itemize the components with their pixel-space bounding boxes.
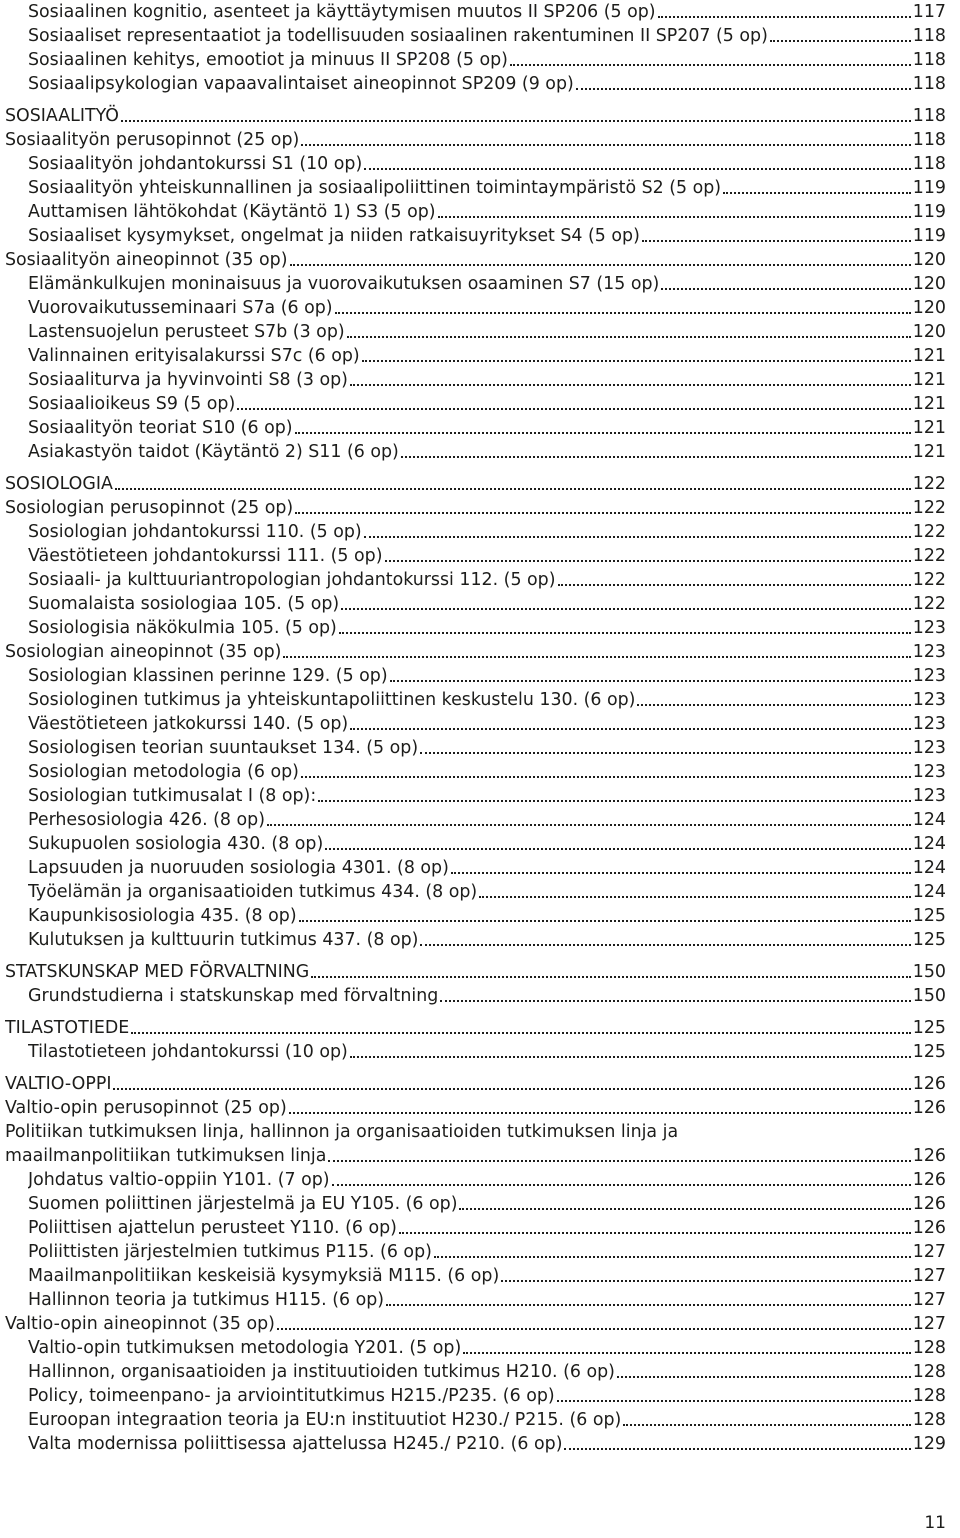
toc-entry[interactable] [5,128,946,152]
toc-entry-page: 127 [912,1242,946,1262]
toc-entry-page: 122 [912,594,946,614]
dot-leader [289,1112,911,1114]
toc-entry[interactable] [5,272,946,296]
dot-leader [564,1448,910,1450]
dot-leader [350,728,911,730]
toc-entry-title: Väestötieteen jatkokurssi 140. (5 op) [28,714,349,734]
toc-entry-title: Sosiaalioikeus S9 (5 op) [28,394,236,414]
toc-entry-page: 128 [912,1338,946,1358]
toc-entry-title: Työelämän ja organisaatioiden tutkimus 434. (8 op) [28,882,478,902]
toc-entry[interactable] [5,176,946,200]
toc-entry-page: 123 [912,618,946,638]
toc-entry-title: Poliittisen ajattelun perusteet Y110. (6 op) [28,1218,397,1238]
toc-entry-title: Sosiologian tutkimusalat I (8 op): [28,786,317,806]
toc-entry-page: 125 [912,1018,946,1038]
dot-leader [318,800,911,802]
toc-entry-title: Valinnainen erityisalakurssi S7c (6 op) [28,346,360,366]
dot-leader [637,704,910,706]
toc-entry-page: 118 [912,74,946,94]
toc-entry-page: 128 [912,1386,946,1406]
toc-entry-page: 119 [912,226,946,246]
toc-entry-title: Vuorovaikutusseminaari S7a (6 op) [28,298,333,318]
toc-entry-title: Sosiologisia näkökulmia 105. (5 op) [28,618,337,638]
toc-entry-page: 119 [912,202,946,222]
dot-leader [350,1056,911,1058]
toc-entry-title: Asiakastyön taidot (Käytäntö 2) S11 (6 op) [28,442,399,462]
dot-leader [113,1088,910,1090]
toc-entry-title: Kulutuksen ja kulttuurin tutkimus 437. (8 op) [28,930,419,950]
toc-entry-title: Valtio-opin tutkimuksen metodologia Y201. (5 op) [28,1338,462,1358]
toc-entry[interactable] [5,48,946,72]
dot-leader [420,944,910,946]
toc-entry-title: Sosiaaliset kysymykset, ongelmat ja niiden ratkaisuyritykset S4 (5 op) [28,226,640,246]
toc-entry-page: 126 [912,1074,946,1094]
dot-leader [332,1184,911,1186]
dot-leader [301,776,911,778]
toc-entry-title: Sosiologian aineopinnot (35 op) [5,642,282,662]
toc-entry-title: Suomen poliittinen järjestelmä ja EU Y105. (6 op) [28,1194,458,1214]
dot-leader [339,632,911,634]
dot-leader [325,848,911,850]
toc-entry-page: 122 [912,546,946,566]
toc-entry-page: 118 [912,26,946,46]
dot-leader [440,1000,911,1002]
toc-entry[interactable] [5,1120,946,1168]
toc-entry-title: SOSIAALITYÖ [5,106,119,126]
toc-entry[interactable] [5,784,946,808]
toc-entry[interactable] [5,1408,946,1432]
dot-leader [290,264,911,266]
toc-entry[interactable] [5,1040,946,1064]
toc-entry-title: Sosiologisen teorian suuntaukset 134. (5 op) [28,738,419,758]
toc-entry[interactable] [5,616,946,640]
dot-leader [364,168,911,170]
toc-entry-title: Väestötieteen johdantokurssi 111. (5 op) [28,546,383,566]
dot-leader [451,872,911,874]
toc-entry[interactable] [5,832,946,856]
toc-entry-page: 117 [912,2,946,22]
toc-entry-title: Hallinnon teoria ja tutkimus H115. (6 op) [28,1290,385,1310]
dot-leader [557,1400,911,1402]
dot-leader [283,656,910,658]
toc-entry-title: Sosiologian perusopinnot (25 op) [5,498,294,518]
toc-entry-title: Suomalaista sosiologiaa 105. (5 op) [28,594,340,614]
toc-entry-page: 126 [912,1146,946,1166]
dot-leader [459,1208,910,1210]
toc-entry-page: 122 [912,498,946,518]
toc-entry-title: Valta modernissa poliittisessa ajattelussa H245./ P210. (6 op) [28,1434,563,1454]
toc-entry[interactable] [5,320,946,344]
toc-entry-title: Johdatus valtio-oppiin Y101. (7 op) [28,1170,330,1190]
toc-entry-title: Sosiaaliset representaatiot ja todellisuuden sosiaalinen rakentuminen II SP207 (5 op) [28,26,768,46]
dot-leader [501,1280,911,1282]
toc-entry[interactable] [5,368,946,392]
toc-entry[interactable] [5,1240,946,1264]
dot-leader [401,456,911,458]
dot-leader [350,384,911,386]
toc-entry[interactable] [5,224,946,248]
dot-leader [301,144,911,146]
toc-entry-page: 128 [912,1410,946,1430]
toc-entry-title: Tilastotieteen johdantokurssi (10 op) [28,1042,348,1062]
toc-entry[interactable] [5,688,946,712]
dot-leader [311,976,911,978]
toc-entry-title-continued: maailmanpolitiikan tutkimuksen linja [5,1146,327,1166]
toc-entry-page: 128 [912,1362,946,1382]
toc-entry-title: Sosiologian metodologia (6 op) [28,762,299,782]
toc-entry[interactable] [5,1096,946,1120]
dot-leader [295,432,911,434]
dot-leader [386,1304,911,1306]
dot-leader [341,608,911,610]
dot-leader [295,512,911,514]
dot-leader [438,216,911,218]
toc-entry-page: 121 [912,370,946,390]
toc-entry-title: Sukupuolen sosiologia 430. (8 op) [28,834,324,854]
dot-leader [642,240,911,242]
toc-entry-page: 122 [912,522,946,542]
dot-leader [770,40,911,42]
toc-entry-title: Lapsuuden ja nuoruuden sosiologia 4301. (8 op) [28,858,449,878]
toc-entry-page: 126 [912,1218,946,1238]
toc-entry-page: 121 [912,442,946,462]
toc-entry[interactable] [5,392,946,416]
toc-entry-page: 126 [912,1170,946,1190]
toc-entry[interactable] [5,296,946,320]
dot-leader [723,192,911,194]
toc-entry-title: VALTIO-OPPI [5,1074,112,1094]
dot-leader [510,64,911,66]
toc-entry-title: Policy, toimeenpano- ja arviointitutkimus H215./P235. (6 op) [28,1386,555,1406]
toc-entry[interactable] [5,568,946,592]
dot-leader [390,680,911,682]
toc-entry[interactable] [5,640,946,664]
dot-leader [299,920,911,922]
toc-entry-title: Valtio-opin perusopinnot (25 op) [5,1098,287,1118]
toc-entry[interactable] [5,1336,946,1360]
dot-leader [277,1328,911,1330]
toc-entry[interactable] [5,1264,946,1288]
toc-entry[interactable] [5,1072,946,1096]
toc-entry[interactable] [5,248,946,272]
toc-entry-page: 120 [912,322,946,342]
toc-entry-page: 123 [912,642,946,662]
toc-entry-page: 125 [912,1042,946,1062]
toc-entry-page: 118 [912,106,946,126]
dot-leader [420,752,911,754]
dot-leader [434,1256,911,1258]
toc-entry-title: Sosiaalityön aineopinnot (35 op) [5,250,288,270]
toc-entry[interactable] [5,1312,946,1336]
dot-leader [362,360,911,362]
toc-entry-title: Valtio-opin aineopinnot (35 op) [5,1314,275,1334]
dot-leader [115,488,911,490]
toc-entry[interactable] [5,544,946,568]
toc-entry-page: 150 [912,962,946,982]
dot-leader [623,1424,910,1426]
toc-entry[interactable] [5,496,946,520]
toc-entry-page: 124 [912,834,946,854]
toc-entry[interactable] [5,1168,946,1192]
dot-leader [131,1032,911,1034]
toc-entry[interactable] [5,72,946,96]
toc-entry-title: Sosiaalinen kehitys, emootiot ja minuus II SP208 (5 op) [28,50,508,70]
toc-entry-title: Auttamisen lähtökohdat (Käytäntö 1) S3 (5 op) [28,202,436,222]
toc-entry[interactable] [5,736,946,760]
toc-entry-page: 123 [912,738,946,758]
toc-entry-title: Euroopan integraation teoria ja EU:n instituutiot H230./ P215. (6 op) [28,1410,622,1430]
toc-entry[interactable] [5,664,946,688]
toc-entry[interactable] [5,1216,946,1240]
toc-entry-page: 121 [912,418,946,438]
toc-entry[interactable] [5,760,946,784]
toc-entry-page: 129 [912,1434,946,1454]
dot-leader [364,536,911,538]
toc-entry-page: 121 [912,346,946,366]
dot-leader [463,1352,911,1354]
toc-entry[interactable] [5,960,946,984]
toc-entry-title: Sosiaalityön johdantokurssi S1 (10 op) [28,154,363,174]
toc-entry-title: Lastensuojelun perusteet S7b (3 op) [28,322,345,342]
toc-entry[interactable] [5,592,946,616]
toc-entry-page: 122 [912,474,946,494]
dot-leader [347,336,911,338]
table-of-contents [5,0,946,1456]
dot-leader [576,88,911,90]
toc-entry-title: STATSKUNSKAP MED FÖRVALTNING [5,962,310,982]
toc-entry-page: 120 [912,274,946,294]
toc-entry[interactable] [5,200,946,224]
toc-entry-page: 120 [912,250,946,270]
toc-entry-page: 122 [912,570,946,590]
toc-entry-page: 127 [912,1290,946,1310]
dot-leader [385,560,911,562]
toc-entry[interactable] [5,416,946,440]
toc-entry-page: 126 [912,1194,946,1214]
toc-entry[interactable] [5,712,946,736]
toc-entry-page: 150 [912,986,946,1006]
toc-entry-page: 123 [912,786,946,806]
toc-entry-page: 125 [912,930,946,950]
toc-entry-page: 124 [912,810,946,830]
toc-entry[interactable] [5,904,946,928]
toc-entry[interactable] [5,0,946,24]
toc-entry-title: Sosiologian klassinen perinne 129. (5 op) [28,666,388,686]
toc-entry[interactable] [5,1432,946,1456]
dot-leader [617,1376,911,1378]
toc-entry[interactable] [5,856,946,880]
toc-entry[interactable] [5,1384,946,1408]
toc-entry-title: Politiikan tutkimuksen linja, hallinnon ja organisaatioiden tutkimuksen linja ja [5,1122,679,1142]
toc-entry[interactable] [5,1288,946,1312]
toc-entry[interactable] [5,152,946,176]
toc-entry[interactable] [5,1192,946,1216]
toc-entry-page: 121 [912,394,946,414]
dot-leader [479,896,911,898]
toc-entry-page: 118 [912,50,946,70]
toc-entry-page: 120 [912,298,946,318]
toc-entry-title: Sosiaalityön yhteiskunnallinen ja sosiaalipoliittinen toimintaympäristö S2 (5 op) [28,178,722,198]
toc-entry-title: Sosiaalityön perusopinnot (25 op) [5,130,300,150]
toc-entry-title: Grundstudierna i statskunskap med förvaltning [28,986,439,1006]
dot-leader [658,16,911,18]
toc-entry-page: 118 [912,154,946,174]
dot-leader [328,1160,910,1162]
dot-leader [399,1232,911,1234]
toc-entry[interactable] [5,104,946,128]
toc-entry-title: Sosiaali- ja kulttuuriantropologian johdantokurssi 112. (5 op) [28,570,556,590]
toc-entry-title: Sosiologian johdantokurssi 110. (5 op) [28,522,362,542]
toc-entry[interactable] [5,1016,946,1040]
toc-entry-page: 125 [912,906,946,926]
toc-entry[interactable] [5,1360,946,1384]
dot-leader [335,312,911,314]
dot-leader [237,408,911,410]
toc-entry-page: 124 [912,858,946,878]
toc-entry-title: Hallinnon, organisaatioiden ja instituutioiden tutkimus H210. (6 op) [28,1362,615,1382]
dot-leader [121,120,911,122]
toc-entry-title: Kaupunkisosiologia 435. (8 op) [28,906,297,926]
toc-entry-page: 126 [912,1098,946,1118]
toc-entry[interactable] [5,440,946,464]
toc-entry-page: 127 [912,1266,946,1286]
toc-entry-title: TILASTOTIEDE [5,1018,130,1038]
toc-entry-title: Perhesosiologia 426. (8 op) [28,810,265,830]
toc-entry[interactable] [5,24,946,48]
toc-entry-page: 127 [912,1314,946,1334]
toc-entry-page: 123 [912,690,946,710]
toc-entry[interactable] [5,880,946,904]
toc-entry-page: 124 [912,882,946,902]
toc-entry-title: Sosiaalityön teoriat S10 (6 op) [28,418,293,438]
dot-leader [267,824,911,826]
toc-entry-page: 119 [912,178,946,198]
toc-entry[interactable] [5,344,946,368]
toc-entry[interactable] [5,472,946,496]
toc-entry[interactable] [5,808,946,832]
toc-entry[interactable] [5,984,946,1008]
toc-entry[interactable] [5,520,946,544]
toc-entry[interactable] [5,928,946,952]
toc-entry-title: Sosiaalipsykologian vapaavalintaiset aineopinnot SP209 (9 op) [28,74,574,94]
toc-entry-title: Elämänkulkujen moninaisuus ja vuorovaikutuksen osaaminen S7 (15 op) [28,274,660,294]
dot-leader [558,584,911,586]
toc-entry-page: 123 [912,666,946,686]
toc-entry-title: Sosiaaliturva ja hyvinvointi S8 (3 op) [28,370,348,390]
toc-entry-title: Sosiaalinen kognitio, asenteet ja käyttäytymisen muutos II SP206 (5 op) [28,2,656,22]
toc-entry-title: Poliittisten järjestelmien tutkimus P115. (6 op) [28,1242,432,1262]
toc-entry-page: 123 [912,714,946,734]
toc-entry-title: SOSIOLOGIA [5,474,113,494]
toc-entry-title: Maailmanpolitiikan keskeisiä kysymyksiä M115. (6 op) [28,1266,500,1286]
page-number: 11 [924,1513,946,1533]
toc-entry-page: 123 [912,762,946,782]
dot-leader [661,288,911,290]
toc-entry-title: Sosiologinen tutkimus ja yhteiskuntapoliittinen keskustelu 130. (6 op) [28,690,636,710]
toc-entry-page: 118 [912,130,946,150]
